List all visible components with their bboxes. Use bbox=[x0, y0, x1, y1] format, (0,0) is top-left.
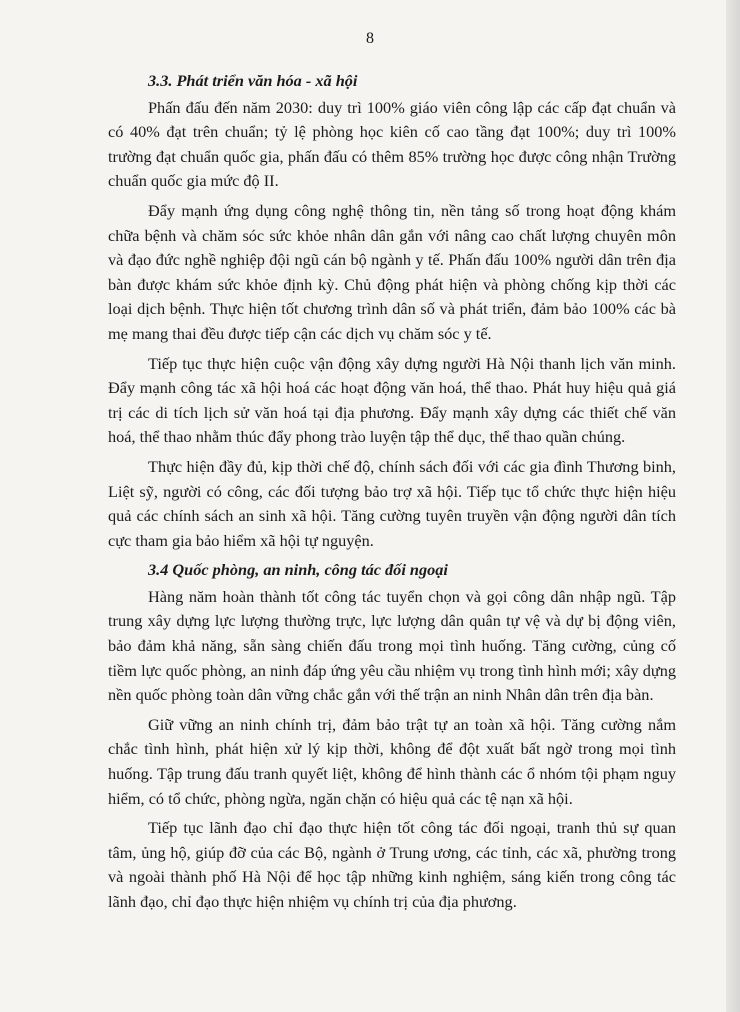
paragraph: Tiếp tục thực hiện cuộc vận động xây dựng người Hà Nội thanh lịch văn minh. Đẩy mạnh công tác xã hội hoá các hoạt động văn hoá, thể thao. Phát huy hiệu quả giá trị các di tích lịch sử văn hoá tại địa phương. Đẩy mạnh xây dựng các thiết chế văn hoá, thể thao nhằm thúc đẩy phong trào luyện tập thể dục, thể thao quần chúng. bbox=[108, 353, 676, 447]
paragraph: Giữ vững an ninh chính trị, đảm bảo trật tự an toàn xã hội. Tăng cường nắm chắc tình hình, phát hiện xử lý kịp thời, không để đột xuất bất ngờ trong mọi tình huống. Tập trung đấu tranh quyết liệt, không để hình thành các ổ nhóm tội phạm nguy hiểm, có tổ chức, phòng ngừa, ngăn chặn có hiệu quả các tệ nạn xã hội. bbox=[108, 714, 676, 808]
section-heading-defense-security: 3.4 Quốc phòng, an ninh, công tác đối ngoại bbox=[148, 560, 448, 580]
paragraph: Tiếp tục lãnh đạo chỉ đạo thực hiện tốt công tác đối ngoại, tranh thủ sự quan tâm, ủng hộ, giúp đỡ của các Bộ, ngành ở Trung ương, các tỉnh, các xã, phường trong và ngoài thành phố Hà Nội để học tập những kinh nghiệm, sáng kiến trong công tác lãnh đạo, chỉ đạo thực hiện nhiệm vụ chính trị của địa phương. bbox=[108, 818, 676, 911]
paragraph: Thực hiện đầy đủ, kịp thời chế độ, chính sách đối với các gia đình Thương binh, Liệt sỹ, người có công, các đối tượng bảo trợ xã hội. Tiếp tục tổ chức thực hiện hiệu quả các chính sách an sinh xã hội. Tăng cường tuyên truyền vận động người dân tích cực tham gia bảo hiểm xã hội tự nguyện. bbox=[108, 456, 676, 550]
paragraph: Phấn đấu đến năm 2030: duy trì 100% giáo viên công lập các cấp đạt chuẩn và có 40% đạt trên chuẩn; tỷ lệ phòng học kiên cố cao tầng đạt 100%; duy trì 100% trường đạt chuẩn quốc gia, phấn đấu có thêm 85% trường học được công nhận Trường chuẩn quốc gia mức độ II. bbox=[108, 97, 676, 191]
paragraph: Đẩy mạnh ứng dụng công nghệ thông tin, nền tảng số trong hoạt động khám chữa bệnh và chăm sóc sức khỏe nhân dân gắn với nâng cao chất lượng chuyên môn và đạo đức nghề nghiệp đội ngũ cán bộ ngành y tế. Phấn đấu 100% người dân trên địa bàn được khám sức khỏe định kỳ. Chủ động phát hiện và phòng chống kịp thời các loại dịch bệnh. Thực hiện tốt chương trình dân số và phát triển, đảm bảo 100% các bà mẹ mang thai đều được tiếp cận các dịch vụ chăm sóc y tế. bbox=[108, 200, 676, 343]
document-body bbox=[108, 69, 676, 920]
paragraph: Hàng năm hoàn thành tốt công tác tuyển chọn và gọi công dân nhập ngũ. Tập trung xây dựng lực lượng thường trực, lực lượng dân quân tự vệ và dự bị động viên, bảo đảm khả năng, sẵn sàng chiến đấu trong mọi tình huống. Tăng cường, củng cố tiềm lực quốc phòng, an ninh đáp ứng yêu cầu nhiệm vụ trong tình hình mới; xây dựng nền quốc phòng toàn dân vững chắc gắn với thế trận an ninh Nhân dân trên địa bàn. bbox=[108, 586, 676, 705]
page-number: 8 bbox=[366, 30, 374, 47]
section-heading-culture-society: 3.3. Phát triển văn hóa - xã hội bbox=[148, 71, 358, 90]
page-edge-shadow bbox=[726, 0, 740, 1012]
